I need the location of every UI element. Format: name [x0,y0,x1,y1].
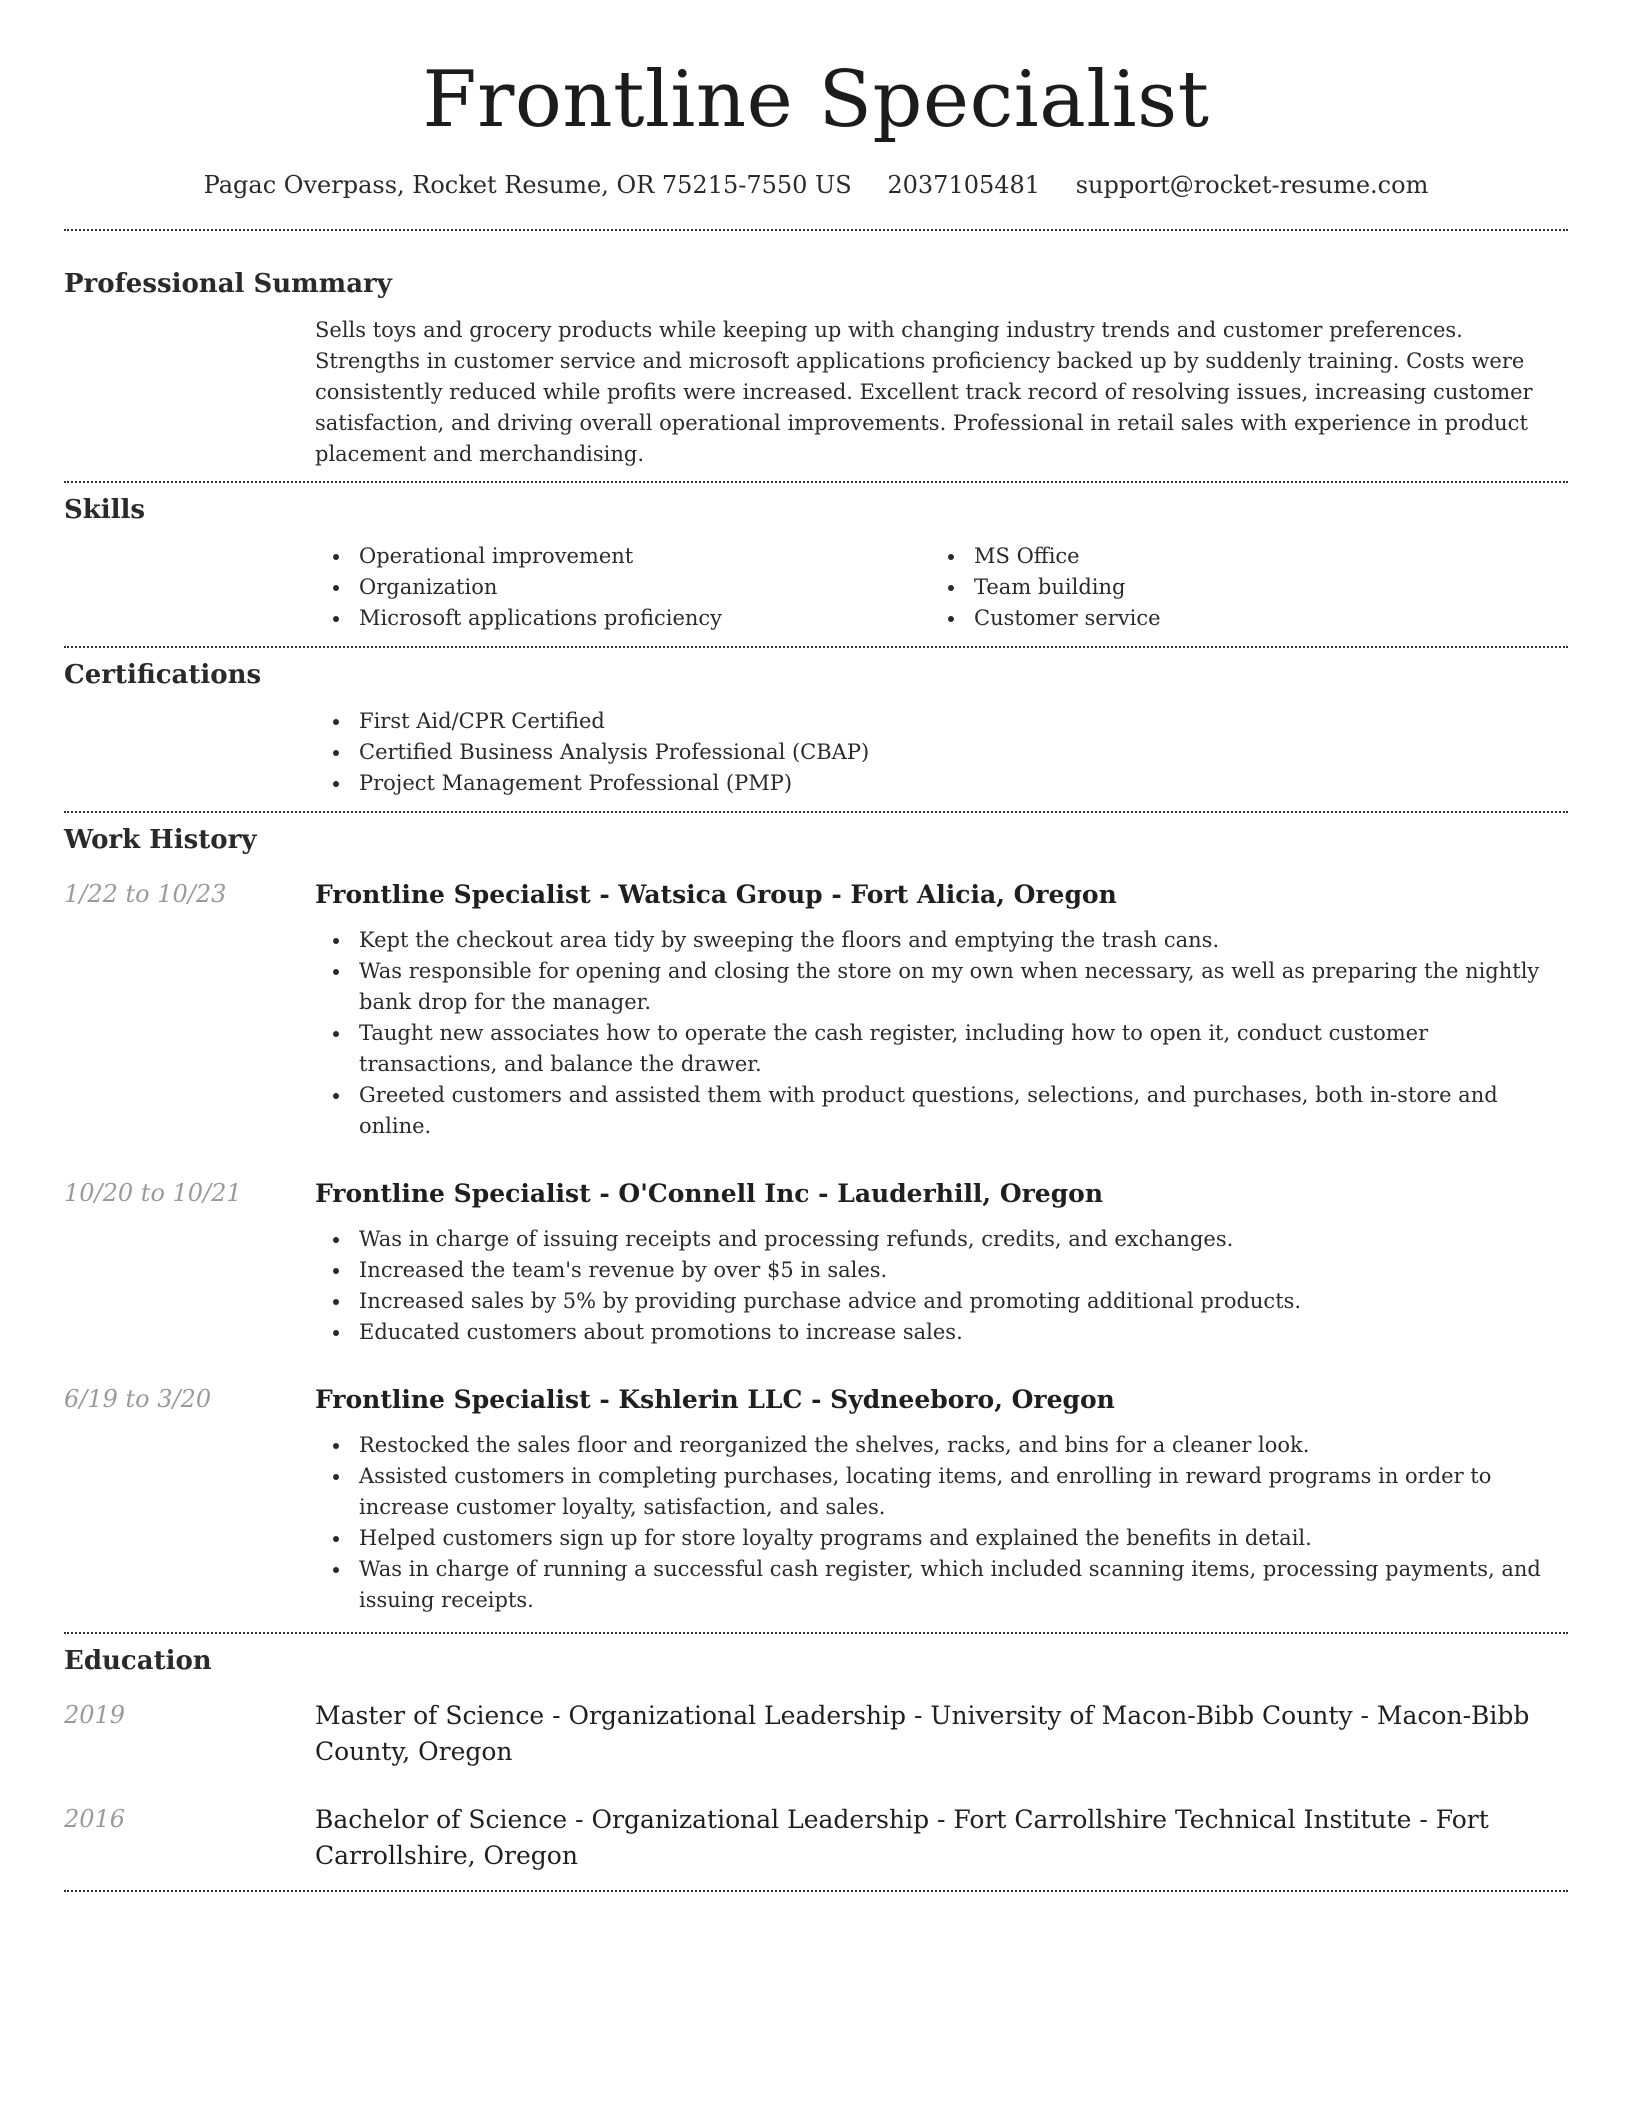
skill-item: Customer service [930,603,1545,634]
education-year: 2019 [64,1701,126,1729]
education-year: 2016 [64,1805,126,1833]
job-entry [64,877,1568,1142]
job-bullet: Assisted customers in completing purchases, locating items, and enrolling in reward programs in order to increase customer loyalty, satisfaction, and sales. [315,1461,1568,1523]
resume-name: Frontline Specialist [422,55,1210,145]
job-heading: Frontline Specialist - O'Connell Inc - Lauderhill, Oregon [315,1179,1104,1208]
divider [64,229,1568,231]
education-section [64,1644,1568,1874]
work-title: Work History [64,825,257,855]
job-bullet: Was in charge of running a successful cash register, which included scanning items, processing payments, and issuing receipts. [315,1554,1568,1616]
education-degree: Master of Science - Organizational Leadership [315,1701,907,1730]
summary-title: Professional Summary [64,269,392,299]
job-dates: 6/19 to 3/20 [64,1385,212,1413]
job-dates: 10/20 to 10/21 [64,1179,242,1207]
education-entry [64,1802,1568,1874]
job-bullet: Greeted customers and assisted them with product questions, selections, and purchases, both in-store and online. [315,1080,1568,1142]
contact-line [64,168,1568,202]
contact-phone: 2037105481 [887,171,1041,199]
job-bullet: Was in charge of issuing receipts and processing refunds, credits, and exchanges. [315,1224,1568,1255]
job-bullets [315,1224,1568,1348]
skill-item: Microsoft applications proficiency [315,603,930,634]
resume-page [64,0,1568,1892]
job-entry [64,1382,1568,1616]
divider [64,646,1568,648]
certifications-section [64,658,1568,799]
job-bullet: Increased the team's revenue by over $5 in sales. [315,1255,1568,1286]
job-bullets [315,925,1568,1142]
divider [64,1890,1568,1892]
summary-section [64,267,1568,470]
contact-address: Pagac Overpass, Rocket Resume, OR 75215-7550 US [203,171,852,199]
divider [64,1632,1568,1634]
job-entry [64,1176,1568,1348]
skill-item: Organization [315,572,930,603]
skills-list-right [930,541,1545,634]
education-degree: Bachelor of Science - Organizational Leadership [315,1805,930,1834]
job-bullet: Increased sales by 5% by providing purchase advice and promoting additional products. [315,1286,1568,1317]
job-bullet: Was responsible for opening and closing the store on my own when necessary, as well as preparing the nightly bank drop for the manager. [315,956,1568,1018]
job-bullets [315,1430,1568,1616]
certifications-list [315,706,1568,799]
skill-item: MS Office [930,541,1545,572]
job-heading: Frontline Specialist - Kshlerin LLC - Sydneeboro, Oregon [315,1385,1115,1414]
contact-email[interactable]: support@rocket-resume.com [1075,171,1429,199]
certification-item: First Aid/CPR Certified [315,706,1568,737]
education-heading [315,1802,1568,1874]
summary-spacer [64,315,315,470]
divider [64,481,1568,483]
education-entry [64,1698,1568,1770]
education-school: - University of Macon-Bibb County - Macon-Bibb County, Oregon [315,1701,1530,1766]
skills-list-left [315,541,930,634]
job-bullet: Educated customers about promotions to increase sales. [315,1317,1568,1348]
job-bullet: Kept the checkout area tidy by sweeping the floors and emptying the trash cans. [315,925,1568,956]
skill-item: Operational improvement [315,541,930,572]
education-heading [315,1698,1568,1770]
divider [64,811,1568,813]
skills-title: Skills [64,495,146,525]
skill-item: Team building [930,572,1545,603]
certifications-title: Certifications [64,660,262,690]
job-bullet: Restocked the sales floor and reorganized the shelves, racks, and bins for a cleaner look. [315,1430,1568,1461]
education-school: - Fort Carrollshire Technical Institute - Fort Carrollshire, Oregon [315,1805,1489,1870]
job-bullet: Taught new associates how to operate the cash register, including how to open it, conduct customer transactions, and balance the drawer. [315,1018,1568,1080]
education-title: Education [64,1646,212,1676]
certification-item: Project Management Professional (PMP) [315,768,1568,799]
job-bullet: Helped customers sign up for store loyalty programs and explained the benefits in detail. [315,1523,1568,1554]
job-dates: 1/22 to 10/23 [64,880,227,908]
job-heading: Frontline Specialist - Watsica Group - Fort Alicia, Oregon [315,880,1117,909]
certification-item: Certified Business Analysis Professional (CBAP) [315,737,1568,768]
summary-text: Sells toys and grocery products while keeping up with changing industry trends and customer preferences. Strengths in customer service and microsoft applications proficiency backed up by suddenly training. Costs were consistently reduced while profits were increased. Excellent track record of resolving issues, increasing customer satisfaction, and driving overall operational improvements. Professional in retail sales with experience in product placement and merchandising. [315,318,1533,466]
skills-section [64,493,1568,634]
work-section [64,823,1568,1616]
